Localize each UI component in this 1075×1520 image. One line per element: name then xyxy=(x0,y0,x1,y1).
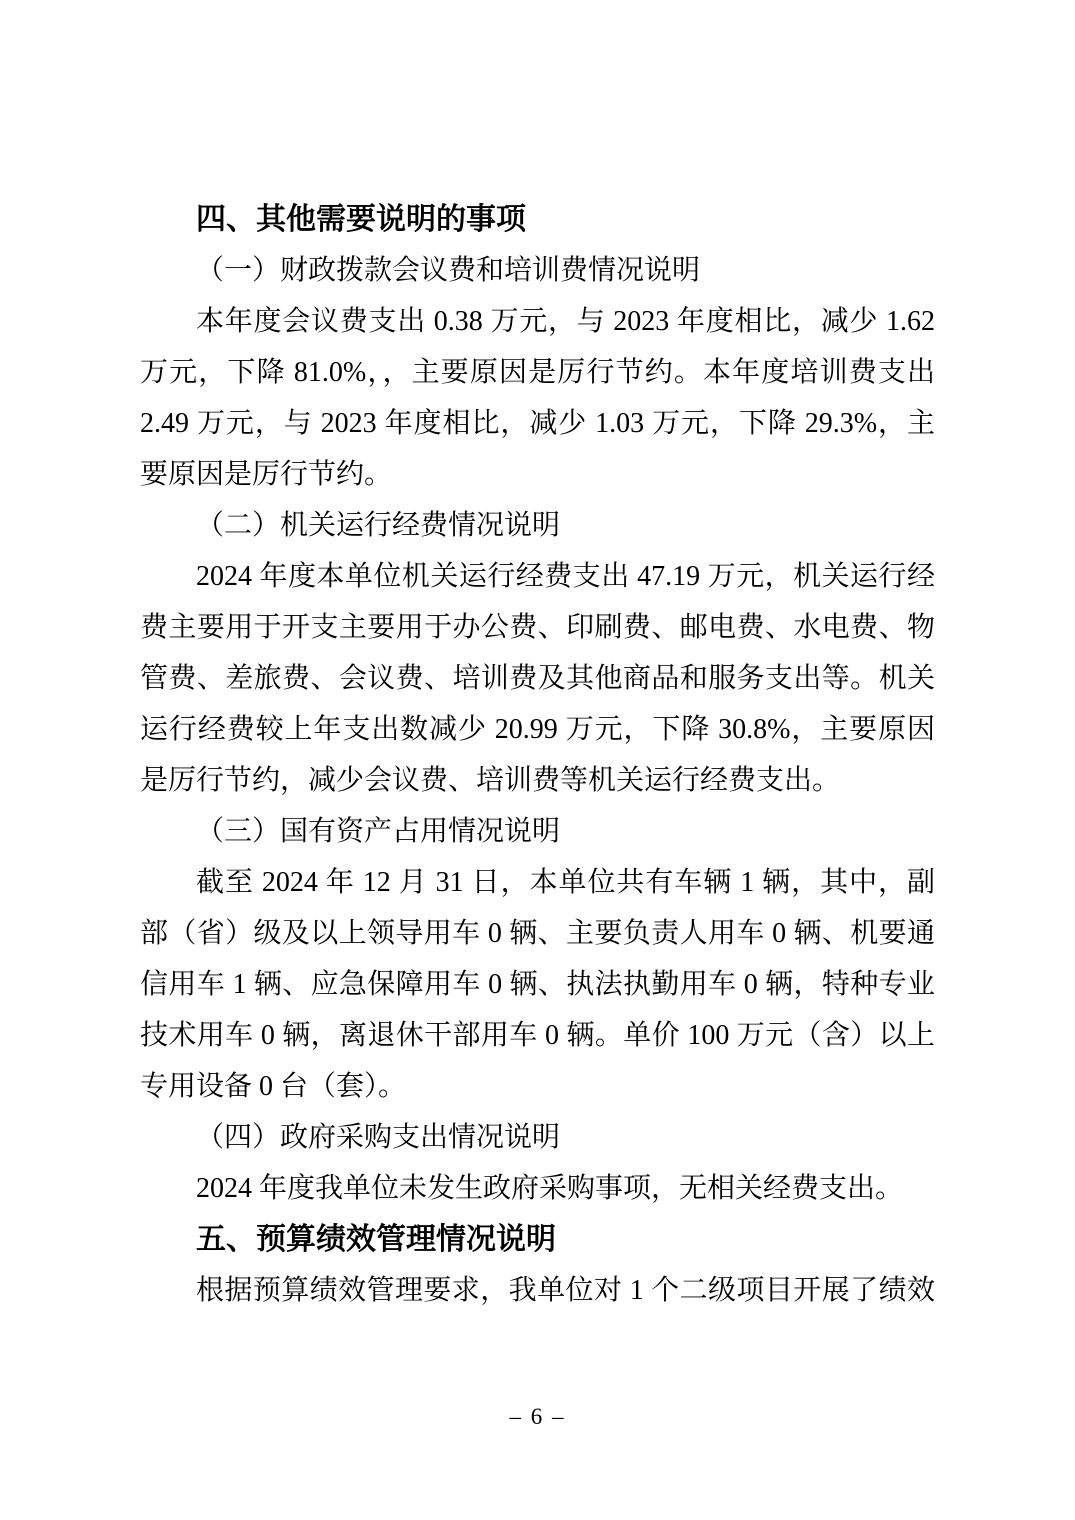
document-body xyxy=(140,194,935,1316)
body-text-line: 截至 2024 年 12 月 31 日，本单位共有车辆 1 辆，其中，副 xyxy=(196,867,935,898)
section-heading: 五、预算绩效管理情况说明 xyxy=(196,1223,556,1256)
body-text-line: 信用车 1 辆、应急保障用车 0 辆、执法执勤用车 0 辆，特种专业 xyxy=(140,969,935,1000)
body-text-line: 万元，下降 81.0%，，主要原因是厉行节约。本年度培训费支出 xyxy=(140,357,935,388)
body-text-line: 要原因是厉行节约。 xyxy=(140,459,393,490)
body-text-line: 是厉行节约，减少会议费、培训费等机关运行经费支出。 xyxy=(140,765,841,796)
subsection-heading: （二）机关运行经费情况说明 xyxy=(196,510,561,541)
body-text-line: 2024 年度我单位未发生政府采购事项，无相关经费支出。 xyxy=(196,1173,904,1204)
body-text-line: 本年度会议费支出 0.38 万元，与 2023 年度相比，减少 1.62 xyxy=(196,306,935,337)
subsection-heading: （三）国有资产占用情况说明 xyxy=(196,816,561,847)
subsection-heading: （一）财政拨款会议费和培训费情况说明 xyxy=(196,255,701,286)
body-text-line: 费主要用于开支主要用于办公费、印刷费、邮电费、水电费、物 xyxy=(140,612,935,643)
body-text-line: 专用设备 0 台（套）。 xyxy=(140,1071,407,1102)
body-text-line: 2024 年度本单位机关运行经费支出 47.19 万元，机关运行经 xyxy=(196,561,935,592)
body-text-line: 部（省）级及以上领导用车 0 辆、主要负责人用车 0 辆、机要通 xyxy=(140,918,935,949)
section-heading: 四、其他需要说明的事项 xyxy=(196,203,526,236)
body-text-line: 技术用车 0 辆，离退休干部用车 0 辆。单价 100 万元（含）以上 xyxy=(140,1020,935,1051)
body-text-line: 根据预算绩效管理要求，我单位对 1 个二级项目开展了绩效 xyxy=(196,1275,935,1306)
body-text-line: 运行经费较上年支出数减少 20.99 万元，下降 30.8%，主要原因 xyxy=(140,714,935,745)
page-number: – 6 – xyxy=(509,1404,566,1429)
body-text-line: 2.49 万元，与 2023 年度相比，减少 1.03 万元，下降 29.3%，主 xyxy=(140,408,935,439)
subsection-heading: （四）政府采购支出情况说明 xyxy=(196,1122,561,1153)
body-text-line: 管费、差旅费、会议费、培训费及其他商品和服务支出等。机关 xyxy=(140,663,935,694)
